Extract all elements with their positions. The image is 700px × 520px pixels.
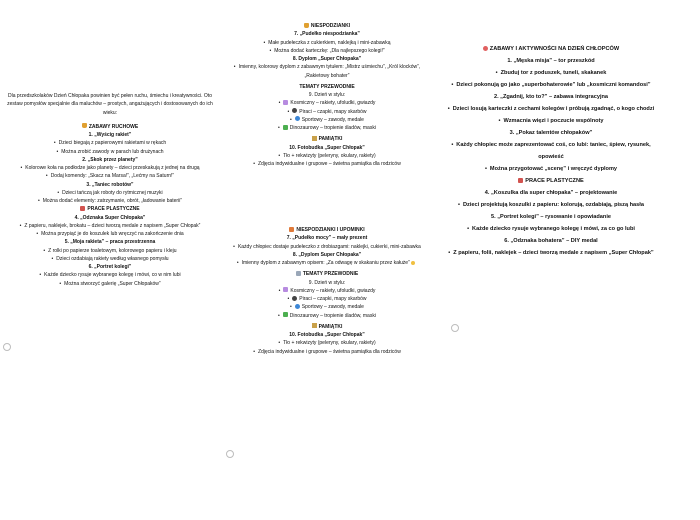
list-item: • Dzieci losują karteczki z cechami kolegów i próbują zgadnąć, o kogo chodzi: [444, 103, 658, 115]
list-item: • Piraci – czapki, mapy skarbów: [222, 295, 432, 303]
list-item: 2. „Zgadnij, kto to?” – zabawa integracyjna: [493, 94, 609, 101]
list-item: • Można dodać elementy: zatrzymanie, obrót, „ładowanie baterii”: [4, 197, 216, 205]
list-item: 9. Dzień w stylu:: [308, 279, 346, 286]
list-item: • Każdy chłopiec może zaprezentować coś, co lubi: taniec, śpiew, rysunek, opowieść: [444, 139, 658, 163]
list-item: 10. Fotobudka „Super Chłopak”: [289, 332, 365, 338]
list-item: • Kosmiczny – rakiety, ufoludki, gwiazdy: [222, 287, 432, 295]
list-item: • Dzieci pokonują go jako „superbohaterowie” lub „kosmiczni komandosi”: [444, 79, 658, 91]
list-item: • Piraci – czapki, mapy skarbów: [222, 108, 432, 116]
list-item: 7. „Pudełko niespodzianka”: [294, 31, 360, 38]
list-item: • Zdjęcia indywidualne i grupowe – świetna pamiątka dla rodziców: [222, 348, 432, 356]
picture-frame-icon: [312, 136, 317, 141]
list-item: • Kosmiczny – rakiety, ufoludki, gwiazdy: [222, 99, 432, 107]
list-item: • Każde dziecko rysuje wybranego kolegę i mówi, za co go lubi: [444, 223, 658, 235]
list-item: 8. „Dyplom Super Chłopaka”: [292, 251, 362, 258]
list-item: • Dzieci biegają z papierowymi rakietami w rękach: [4, 139, 216, 147]
list-item: • Dodaj komendy: „Skacz na Marsa!”, „Lećmy na Saturn!”: [4, 172, 216, 180]
dinosaur-icon: [283, 125, 288, 130]
list-item: 6. „Odznaka bohatera” – DIY medal: [504, 238, 598, 245]
intro-text: Dla przedszkolaków Dzień Chłopaka powinien być pełen ruchu, śmiechu i kreatywności. Oto zestaw pomysłów specjalnie dla maluchów – prostych, angażujących i dostosowanych do ich wieku:: [7, 93, 213, 116]
list-item: • Z papieru, naklejek, brokatu – dzieci tworzą medale z napisem „Super Chłopak”: [4, 222, 216, 230]
list-item: • Sportowy – zawody, medale: [222, 303, 432, 311]
gift-icon: [289, 227, 294, 232]
list-item: • Z rolki po papierze toaletowym, kolorowego papieru i kleju: [4, 247, 216, 255]
list-item: 7. „Pudełko mocy” – mały prezent: [286, 235, 368, 242]
section-heading-games: ZABAWY RUCHOWE: [4, 123, 216, 131]
section-heading-art: PRACE PLASTYCZNE: [444, 175, 658, 187]
rocket-icon: [283, 100, 288, 105]
list-item: 1. „Męska misja” – tor przeszkód: [507, 58, 595, 65]
page-end-icon: [451, 324, 459, 332]
list-item: 5. „Portret kolegi” – rysowanie i opowiadanie: [491, 214, 611, 221]
list-item: • Każde dziecko rysuje wybranego kolegę i mówi, co w nim lubi: [4, 271, 216, 279]
list-item: • Każdy chłopiec dostaje pudełeczko z drobiazgami: naklejki, cukierki, mini-zabawka: [222, 243, 432, 251]
list-item: • Dzieci projektują koszulki z papieru: kolorują, ozdabiają, piszą hasła: [444, 199, 658, 211]
column-boys-activities: [444, 43, 658, 259]
ball-icon: [295, 304, 300, 309]
section-heading-art: PRACE PLASTYCZNE: [4, 205, 216, 213]
palette-icon: [80, 206, 85, 211]
list-item: • Można zrobić zawody w parach lub drużynach: [4, 148, 216, 156]
column-surprises: [222, 22, 432, 168]
trophy-icon: [304, 23, 309, 28]
list-item: 4. „Koszulka dla super chłopaka” – projektowanie: [484, 190, 618, 197]
list-item: • Dzieci tańczą jak roboty do rytmicznej muzyki: [4, 189, 216, 197]
section-heading-surprises: NIESPODZIANKI: [222, 22, 432, 30]
dinosaur-icon: [283, 312, 288, 317]
list-item: • Tło + rekwizyty (peleryny, okulary, rakiety): [222, 152, 432, 160]
list-item: 10. Fotobudka „Super Chłopak”: [289, 144, 365, 151]
list-item: • Tło + rekwizyty (peleryny, okulary, rakiety): [222, 339, 432, 347]
page-end-icon: [226, 450, 234, 458]
list-item: 2. „Skok przez planety”: [82, 156, 138, 163]
list-item: • Imienny dyplom z zabawnym opisem: „Za odwagę w skakaniu przez kałuże”: [222, 259, 432, 267]
section-heading-themes: TEMATY PRZEWODNIE: [222, 270, 432, 278]
palette-icon: [518, 178, 523, 183]
theme-icon: [296, 271, 301, 276]
list-item: • Zbuduj tor z poduszek, tuneli, skakanek: [444, 67, 658, 79]
list-item: • Dinozaurowy – tropienie śladów, maski: [222, 312, 432, 320]
list-item: • Sportowy – zawody, medale: [222, 116, 432, 124]
list-item: • Można stworzyć galerię „Super Chłopaków”: [4, 280, 216, 288]
list-item: • Wzmacnia więzi i poczucie wspólnoty: [444, 115, 658, 127]
list-item: 1. „Wyścig rakiet”: [88, 132, 132, 138]
list-item: 5. „Moja rakieta” – praca przestrzenna: [64, 239, 156, 246]
ball-icon: [295, 116, 300, 121]
list-item: 3. „Taniec robotów”: [86, 181, 134, 188]
section-heading-memories: PAMIĄTKI: [222, 135, 432, 143]
list-item: 8. Dyplom „Super Chłopaka”: [292, 56, 362, 62]
list-item: • Można przygotować „scenę” i wręczyć dyplomy: [444, 163, 658, 175]
list-item: • Kolorowe koła na podłodze jako planety – dzieci przeskakują z jednej na drugą: [4, 164, 216, 172]
smile-icon: [411, 261, 415, 265]
list-item: • Zdjęcia indywidualne i grupowe – świetna pamiątka dla rodziców: [222, 160, 432, 168]
picture-frame-icon: [312, 323, 317, 328]
rocket-icon: [283, 287, 288, 292]
list-item: • Można dodać karteczkę: „Dla najlepszego kolegi!”: [222, 47, 432, 55]
list-item: 4. „Odznaka Super Chłopaka”: [74, 214, 146, 221]
section-heading-gifts: NIESPODZIANKI I UPOMINKI: [222, 226, 432, 234]
section-heading-memories: PAMIĄTKI: [222, 323, 432, 331]
section-heading-activities: ZABAWY I AKTYWNOŚCI NA DZIEŃ CHŁOPCÓW: [444, 43, 658, 55]
column-surprises-gifts: [222, 226, 432, 356]
pirate-icon: [292, 296, 297, 301]
pirate-icon: [292, 108, 297, 113]
list-item: • Dinozaurowy – tropienie śladów, maski: [222, 124, 432, 132]
column-preschool: [4, 92, 216, 288]
list-item: • Imienny, kolorowy dyplom z zabawnym tytułem: „Mistrz uśmiechu”, „Król klocków”, „Rakietowy bohater”: [222, 63, 432, 80]
page-end-icon: [3, 343, 11, 351]
party-icon: [483, 46, 488, 51]
trophy-icon: [82, 123, 87, 128]
section-heading-themes: TEMATY PRZEWODNIE: [299, 83, 355, 90]
list-item: • Z papieru, folii, naklejek – dzieci tworzą medale z napisem „Super Chłopak”: [444, 247, 658, 259]
list-item: 3. „Pokaz talentów chłopaków”: [509, 130, 593, 137]
list-item: • Można przypiąć je do koszulek lub wręczyć na zakończenie dnia: [4, 230, 216, 238]
list-item: • Małe pudełeczka z cukierkiem, naklejką i mini-zabawką: [222, 39, 432, 47]
list-item: 6. „Portret kolegi”: [88, 264, 132, 270]
list-item: • Dzieci ozdabiają rakiety według własnego pomysłu: [4, 255, 216, 263]
list-item: 9. Dzień w stylu:: [308, 92, 346, 98]
